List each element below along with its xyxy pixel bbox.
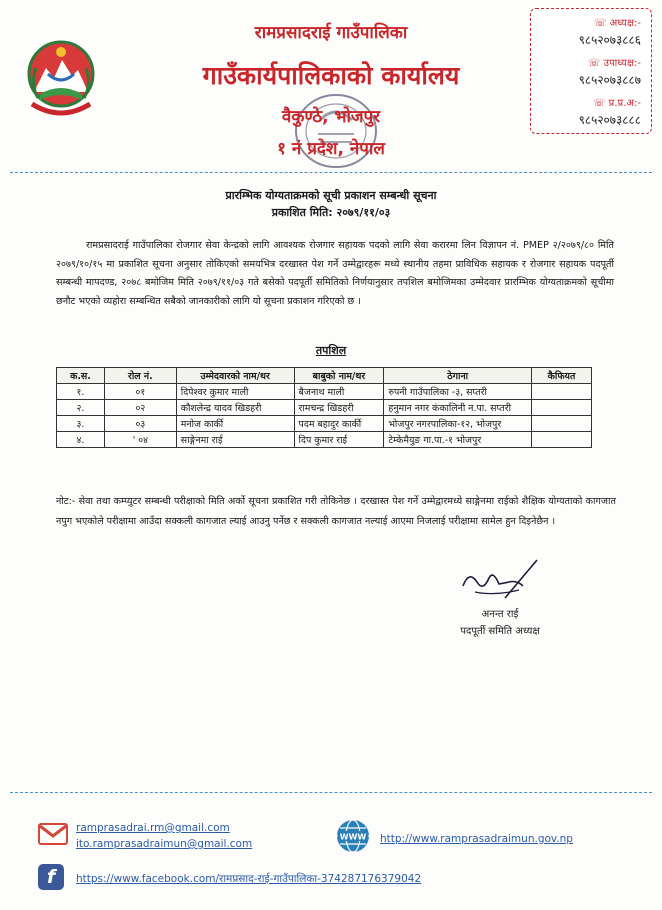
table-row: [57, 432, 592, 448]
contact-box: [530, 8, 652, 134]
contact-label-cao: ☏ प्र.प्र.अ:-: [592, 98, 641, 109]
cell-address: टेम्केमैयुङ गा.पा.-१ भोजपुर: [384, 432, 532, 448]
published-date: प्रकाशित मिति: २०७९/११/०३: [271, 206, 391, 219]
cell-father: रामचन्द्र खिडहरी: [294, 400, 384, 416]
cell-address: भोजपुर नगरपालिका-१२, भोजपुर: [384, 416, 532, 432]
cell-father: बैजनाथ माली: [294, 384, 384, 400]
globe-www-icon: [334, 818, 372, 854]
cell-serial: २.: [57, 400, 105, 416]
cell-roll: ' ०४: [104, 432, 176, 448]
cell-candidate: दिपेश्वर कुमार माली: [176, 384, 294, 400]
www-label: WWW: [339, 832, 367, 842]
cell-father: पदम बहादुर कार्की: [294, 416, 384, 432]
website-link[interactable]: http://www.ramprasadraimun.gov.np: [380, 833, 573, 845]
province-name: १ नं प्रदेश, नेपाल: [277, 139, 385, 159]
candidate-table: [56, 367, 592, 448]
gmail-icon: [38, 822, 68, 846]
contact-number-vice-chair: ९८५२०७३८८७: [578, 73, 641, 87]
cell-candidate: कौशलेन्द्र यादव खिडहरी: [176, 400, 294, 416]
col-header-candidate: उम्मेदवारको नाम/थर: [176, 368, 294, 384]
cell-remarks: [532, 432, 592, 448]
email-link-ito[interactable]: ito.ramprasadraimun@gmail.com: [76, 838, 253, 850]
table-row: [57, 416, 592, 432]
col-header-father: बाबुको नाम/थर: [294, 368, 384, 384]
signer-title: पदपूर्ती समिति अध्यक्ष: [460, 626, 540, 637]
cell-serial: ४.: [57, 432, 105, 448]
office-stamp: [290, 90, 382, 172]
signature-mark: [455, 556, 545, 602]
col-header-serial: क.स.: [57, 368, 105, 384]
contact-label-vice-chair: ☏ उपाध्यक्ष:-: [587, 58, 641, 69]
col-header-address: ठेगाना: [384, 368, 532, 384]
notice-title: प्रारम्भिक योग्यताक्रमको सूची प्रकाशन सम्बन्धी सूचना: [225, 189, 437, 202]
cell-address: रुपनी गाउँपालिका -३, सप्तरी: [384, 384, 532, 400]
facebook-icon: f: [38, 864, 64, 890]
cell-candidate: मनोज कार्की: [176, 416, 294, 432]
facebook-link[interactable]: https://www.facebook.com/रामप्रसाद-राई-गाउँपालिका-374287176379042: [76, 873, 422, 885]
table-row: [57, 400, 592, 416]
cell-remarks: [532, 400, 592, 416]
footer-divider: [10, 792, 652, 793]
email-link-rm[interactable]: ramprasadrai.rm@gmail.com: [76, 822, 230, 834]
cell-remarks: [532, 384, 592, 400]
contact-number-cao: ९८५२०७३८८८: [578, 113, 641, 127]
office-name: गाउँकार्यपालिकाको कार्यालय: [202, 61, 460, 90]
cell-roll: ०२: [104, 400, 176, 416]
municipality-name: रामप्रसादराई गाउँपालिका: [254, 23, 408, 43]
col-header-roll: रोल नं.: [104, 368, 176, 384]
office-address: वैकुण्ठे, भोजपुर: [281, 107, 381, 127]
cell-serial: ३.: [57, 416, 105, 432]
cell-roll: ०३: [104, 416, 176, 432]
note-paragraph: नोट:- सेवा तथा कम्प्युटर सम्बन्धी परीक्षाको मिति अर्को सूचना प्रकाशित गरी तोकिनेछ । दरखास्त पेश गर्ने उम्मेद्वारमध्ये साङ्गेनमा राईको शैक्षिक योग्यताको कागजात नपुग भएकोले परीक्षामा आउँदा सक्कली कागजात ल्याई आउनु पर्नेछ र सक्कली कागजात नल्याई आएमा निजलाई परीक्षामा सामेल हुन दिइनेछैन ।: [56, 496, 616, 527]
header-divider: [10, 172, 652, 173]
col-header-remarks: कैफियत: [532, 368, 592, 384]
notice-paragraph: रामप्रसादराई गाउँपालिका रोजगार सेवा केन्द्रको लागि आवश्यक रोजगार सहायक पदको लागि सेवा करारमा लिन विज्ञापन नं. PMEP २/२०७९/८० मिति २०७९/१०/१५ मा प्रकाशित सूचना अनुसार तोकिएको समयभित्र दरखास्त पेश गर्ने उम्मेद्वारहरू मध्ये स्थानीय तहमा प्राविधिक सहायक र रोजगार सहायक पदपूर्ती सम्बन्धी मापदण्ड, २०७८ बमोजिम मिति २०७९/११/०३ गते बसेको पदपूर्ती समितिको निर्णयानुसार तपशिल बमोजिमका उम्मेदवार प्रारम्भिक योग्यताक्रमको सूचीमा छनौट भएको व्यहोरा सम्बन्धित सबैको जानकारीको लागि यो सूचना प्रकाशन गरिएको छ ।: [56, 240, 614, 307]
contact-number-chair: ९८५२०७३८८६: [578, 33, 641, 47]
cell-roll: ०१: [104, 384, 176, 400]
details-heading: तपशिल: [315, 344, 347, 357]
signer-name: अनन्त राई: [481, 609, 519, 620]
contact-label-chair: ☏ अध्यक्ष:-: [593, 18, 641, 29]
cell-father: दिप कुमार राई: [294, 432, 384, 448]
cell-candidate: साङ्गेनमा राई: [176, 432, 294, 448]
cell-address: हनुमान नगर कंकालिनी न.पा. सप्तरी: [384, 400, 532, 416]
table-row: [57, 384, 592, 400]
cell-remarks: [532, 416, 592, 432]
cell-serial: १.: [57, 384, 105, 400]
table-header-row: [57, 368, 592, 384]
